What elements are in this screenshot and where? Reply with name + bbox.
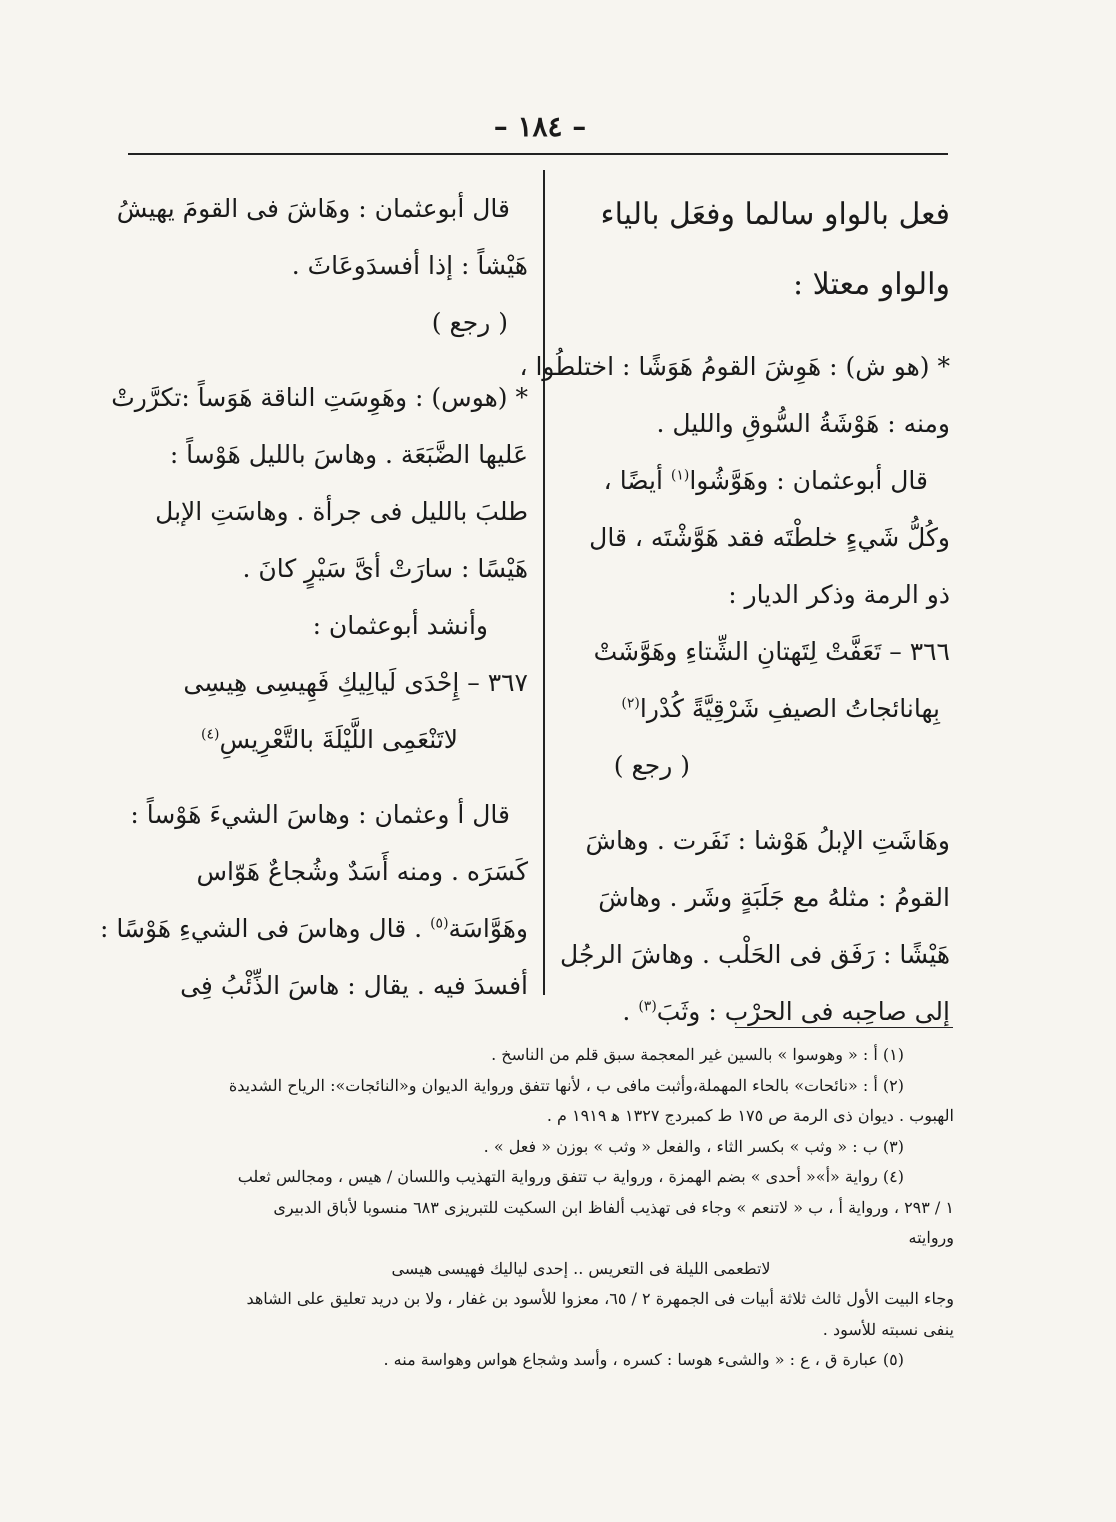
footnote: (١) أ : « وهوسوا » بالسين غير المعجمة سبق قلم من الناسخ .	[491, 1045, 904, 1064]
text-span: وهَوَّاسَة	[448, 914, 528, 943]
text-line: أفسدَ فيه . يقال : هاسَ الذِّئْبُ فِى	[180, 971, 528, 1000]
text-span: قال أبوعثمان : وهَوَّشُوا	[689, 466, 928, 495]
text-line: وكُلُّ شَيءٍ خلطْتَه فقد هَوَّشْتَه ، قال	[589, 523, 950, 552]
text-line: هَيْسًا : سارَتْ أىَّ سَيْرٍ كانَ .	[242, 554, 528, 583]
text-span: أيضًا ،	[603, 466, 663, 495]
text-line: قال أبوعثمان : وهَاشَ فى القومَ يهيشُ	[116, 194, 510, 223]
right-column	[519, 180, 950, 1040]
text-span: إلى صاحِبه فى الحرْب : وثَبَ	[656, 997, 950, 1026]
text-line: طلبَ بالليل فى جرأة . وهاسَتِ الإبل	[155, 497, 528, 526]
footnote-verse: لاتطعمى الليلة فى التعريس .. إحدى لياليك فهيسى هيسى	[391, 1258, 771, 1278]
text-line: ذو الرمة وذكر الديار :	[728, 580, 950, 609]
verse-first-hemistich: ٣٦٦ – تَعَفَّتْ لِتَهتانِ الشِّتاءِ وهَوَّشَتْ	[593, 637, 950, 666]
verse-second-hemistich	[558, 680, 950, 737]
text-span: .	[622, 997, 631, 1026]
footnote: وجاء البيت الأول ثالث ثلاثة أبيات فى الجمهرة ٢ / ٦٥، معزوا للأسود بن غفار ، ولا بن دريد تعليق على الشاهد	[246, 1289, 954, 1308]
footnote-marker: (٣)	[638, 998, 657, 1015]
text-line: هَيْشًا : رَفَق فى الحَلْب . وهاشَ الرجُل	[560, 940, 950, 969]
text-span: بِهانائجاتُ الصيفِ شَرْقِيَّةً كُدْرا	[639, 694, 940, 723]
footnote-marker: (٤)	[201, 726, 220, 743]
footnote: (٢) أ : «نائحات» بالحاء المهملة،وأثبت مافى ب ، لأنها تتفق ورواية الديوان و«النائجات»: الرياح الشديدة	[228, 1075, 904, 1095]
text-line: كَسَرَه . ومنه أَسَدٌ وشُجاعٌ هَوّاس	[196, 857, 528, 886]
text-span: . قال وهاسَ فى الشيءِ هَوْسًا :	[100, 914, 423, 943]
footnote: ١ / ٢٩٣ ، ورواية أ ، ب « لاتنعم » وجاء فى تهذيب ألفاظ ابن السكيت للتبريزى ٦٨٣ منسوبا لأباق الدبيرى	[273, 1197, 954, 1217]
footnote: (٥) عبارة ق ، ع : « والشىء هوسا : كسره ، وأسد وشجاع هواس وهواسة منه .	[383, 1350, 904, 1369]
footnotes	[118, 1040, 954, 1376]
text-line: والواو معتلا :	[793, 267, 950, 302]
text-line: قال أ وعثمان : وهاسَ الشيءَ هَوْساً :	[130, 800, 510, 829]
text-line: * (هوس) : وهَوِسَتِ الناقة هَوَساً :تكرَّرتْ	[111, 383, 528, 412]
left-column	[100, 180, 528, 1014]
column-divider	[543, 170, 545, 995]
return-mark: ( رجع )	[431, 308, 508, 337]
text-line	[558, 452, 950, 509]
text-line: القومُ : مثلهُ مع جَلَبَةٍ وشَر . وهاشَ	[598, 883, 950, 912]
footnote: الهبوب . ديوان ذى الرمة ص ١٧٥ ط كمبردج ١٣٢٧ ﻫ ١٩١٩ م .	[546, 1106, 954, 1125]
text-span: لاتَنْعَمِى اللَّيْلَةَ بالتَّعْرِيسِ	[219, 725, 458, 754]
text-line: وهَاشَتِ الإبلُ هَوْشا : نَفَرت . وهاشَ	[585, 826, 950, 855]
verse-second-hemistich	[118, 711, 528, 768]
footnote: (٤) رواية «أ»« أحدى » بضم الهمزة ، ورواية ب تتفق ورواية التهذيب واللسان / هيس ، ومجالس ثعلب	[237, 1167, 904, 1186]
text-line: ومنه : هَوْشَةُ السُّوقِ والليل .	[656, 409, 950, 438]
footnote-rule	[735, 1027, 953, 1028]
footnote: ينفى نسبته للأسود .	[822, 1319, 954, 1339]
text-line: فعل بالواو سالما وفعَل بالياء	[600, 197, 950, 232]
return-mark: ( رجع )	[613, 751, 690, 780]
footnote-marker: (١)	[670, 467, 690, 484]
text-line: وأنشد أبوعثمان :	[312, 611, 488, 640]
footnote: (٣) ب : « وثب » بكسر الثاء ، والفعل « وثب » بوزن « فعل » .	[483, 1136, 904, 1156]
footnote-marker: (٥)	[430, 915, 449, 932]
header-rule	[128, 153, 948, 155]
text-line	[100, 900, 528, 957]
text-line: عَليها الضَّبَعَة . وهاسَ بالليل هَوْساً :	[169, 440, 528, 469]
text-line	[558, 983, 950, 1040]
text-line: هَيْشاً : إذا أفسدَوعَاثَ .	[291, 251, 528, 280]
page-number: – ١٨٤ –	[493, 110, 587, 143]
footnote-marker: (٢)	[621, 695, 640, 712]
text-line: * (هو ش) : هَوِشَ القومُ هَوَشًا : اختلطُوا ،	[519, 352, 950, 381]
footnote: وروايته	[908, 1228, 954, 1247]
verse-first-hemistich: ٣٦٧ – إِحْدَى لَيالِيكِ فَهِيسِى هِيسِى	[183, 668, 528, 697]
